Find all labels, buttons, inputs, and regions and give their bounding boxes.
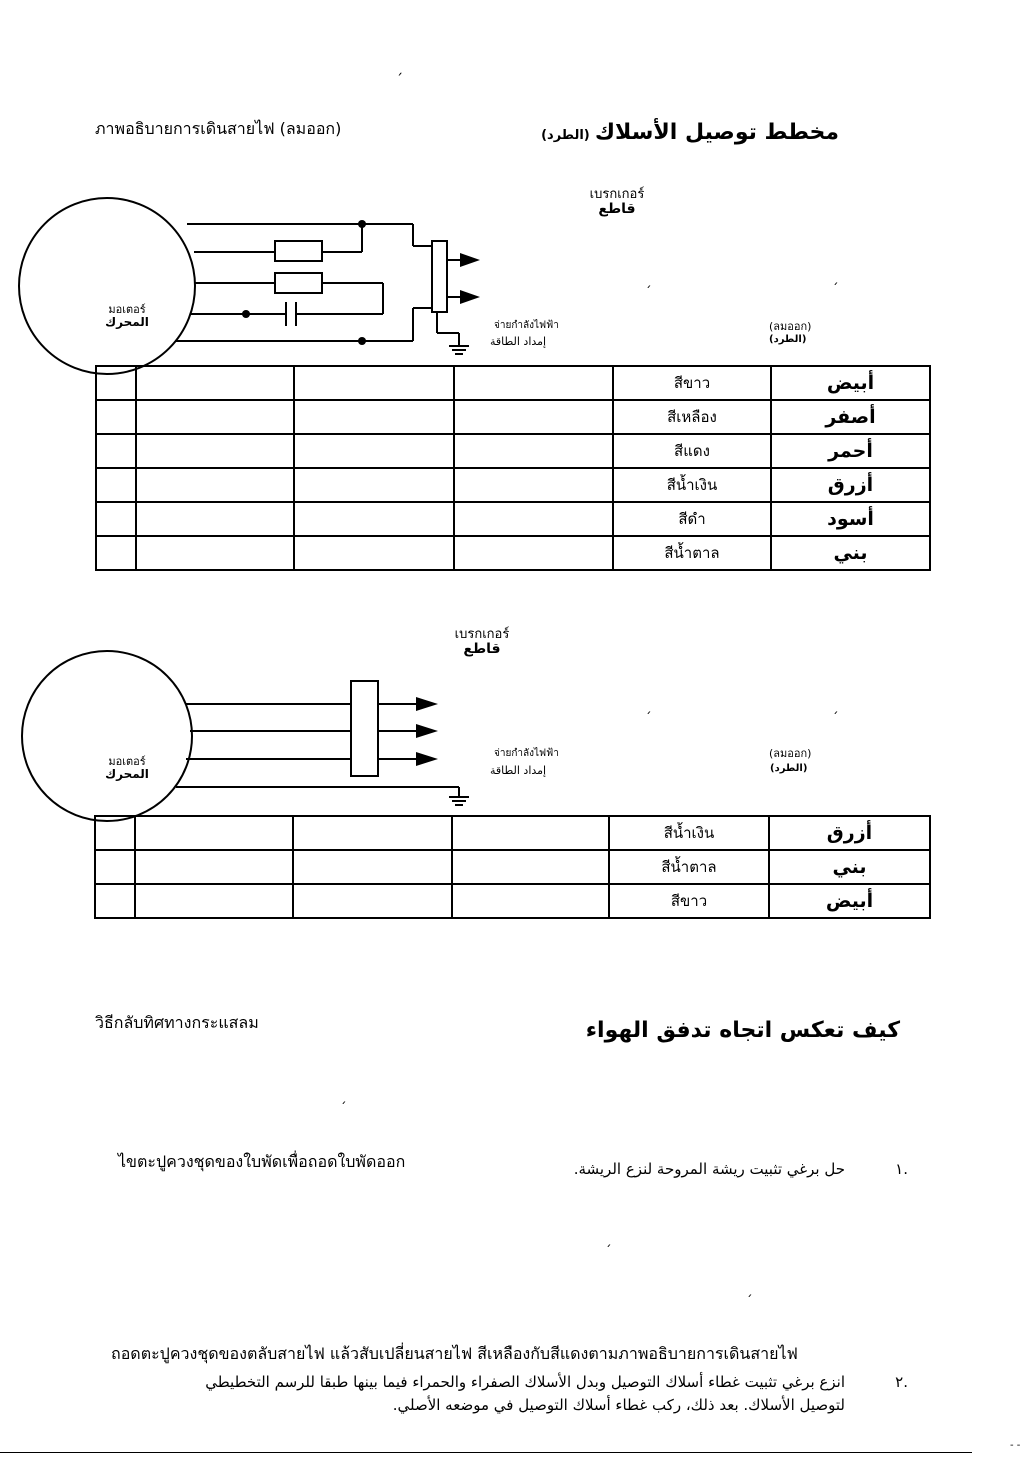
table-row <box>96 536 930 570</box>
step1-number: .١ <box>895 1160 908 1178</box>
mark-2a: ˏ <box>645 700 652 715</box>
step1-thai: ไขตะปูควงชุดของใบพัดเพื่อถอดใบพัดออก <box>118 1152 406 1171</box>
wiring-title-arabic <box>541 120 839 145</box>
table-row <box>96 468 930 502</box>
power-supply-arabic-2 <box>490 764 570 777</box>
breaker-label-thai-1: เบรกเกอร์ <box>589 187 645 202</box>
top-mark: ˏ <box>396 60 403 76</box>
power-supply-arabic-1-text: إمداد الطاقة <box>490 335 547 348</box>
footer-rule <box>0 1452 972 1453</box>
table-row <box>96 434 930 468</box>
step2-thai: ถอดตะปูควงชุดของตลับสายไฟ แล้วสับเปลี่ยนสายไฟ สีเหลืองกับสีแดงตามภาพอธิบายการเดินสายไฟ <box>111 1344 798 1363</box>
color-arabic: أزرق <box>771 468 930 502</box>
breaker-label-arabic-2: قاطع <box>463 641 501 657</box>
table-row <box>96 502 930 536</box>
table-row <box>95 884 930 918</box>
color-thai: สีขาว <box>609 884 769 918</box>
color-arabic: أبيض <box>769 884 930 918</box>
outflow-label-arabic-1: (الطرد) <box>769 334 807 345</box>
color-arabic: أصفر <box>771 400 930 434</box>
wire-color-table-2 <box>94 815 931 919</box>
wiring-title-arabic-suffix: (الطرد) <box>541 128 590 143</box>
step2-arabic-line2: لتوصيل الأسلاك. بعد ذلك، ركب غطاء أسلاك التوصيل في موضعه الأصلي. <box>392 1396 845 1414</box>
table-row <box>95 816 930 850</box>
color-arabic: أبيض <box>771 366 930 400</box>
wiring-title-thai: ภาพอธิบายการเดินสายไฟ (ลมออก) <box>95 119 342 138</box>
motor-label-thai-2: มอเตอร์ <box>108 755 146 768</box>
outflow-label-thai-1: (ลมออก) <box>769 320 812 333</box>
color-arabic: أسود <box>771 502 930 536</box>
mark-3: ˏ <box>340 1090 347 1105</box>
table-row <box>96 366 930 400</box>
color-thai: สีน้ำตาล <box>609 850 769 884</box>
mark-1b: ˏ <box>832 271 839 286</box>
wiring-title-arabic-main: مخطط توصيل الأسلاك <box>594 120 839 145</box>
step2-arabic-line1: انزع برغي تثبيت غطاء أسلاك التوصيل وبدل الأسلاك الصفراء والحمراء فيما بينها طبقا للرسم التخطيطي <box>205 1373 845 1391</box>
table-row <box>96 400 930 434</box>
step2-number: .٢ <box>895 1373 908 1391</box>
color-thai: สีน้ำเงิน <box>609 816 769 850</box>
power-supply-thai-1: จ่ายกำลังไฟฟ้า <box>494 320 559 331</box>
color-arabic: بني <box>771 536 930 570</box>
color-thai: สีดำ <box>613 502 771 536</box>
table-row <box>95 850 930 884</box>
color-thai: สีแดง <box>613 434 771 468</box>
mark-1a: ˏ <box>645 274 652 289</box>
mark-4: ˏ <box>605 1233 612 1248</box>
motor-label-thai-1: มอเตอร์ <box>108 303 146 316</box>
motor-label-arabic-2: المحرك <box>105 767 149 781</box>
color-arabic: أزرق <box>769 816 930 850</box>
footer-mark: - - <box>1010 1440 1021 1451</box>
power-supply-arabic-2-text: إمداد الطاقة <box>490 764 547 777</box>
color-thai: สีน้ำตาล <box>613 536 771 570</box>
motor-label-arabic-1: المحرك <box>105 315 149 329</box>
mark-2b: ˏ <box>832 700 839 715</box>
reverse-title-thai: วิธีกลับทิศทางกระแสลม <box>95 1013 259 1032</box>
wire-color-table-1 <box>95 365 931 571</box>
color-thai: สีขาว <box>613 366 771 400</box>
color-thai: สีน้ำเงิน <box>613 468 771 502</box>
step1-arabic: حل برغي تثبيت ريشة المروحة لنزع الريشة. <box>573 1160 845 1178</box>
color-thai: สีเหลือง <box>613 400 771 434</box>
outflow-label-arabic-2: (الطرد) <box>770 763 808 774</box>
reverse-title-arabic: كيف تعكس اتجاه تدفق الهواء <box>585 1018 900 1043</box>
color-arabic: بني <box>769 850 930 884</box>
breaker-label-arabic-1: قاطع <box>598 201 636 217</box>
power-supply-arabic-1 <box>490 335 570 348</box>
breaker-label-thai-2: เบรกเกอร์ <box>454 627 510 642</box>
outflow-label-thai-2: (ลมออก) <box>769 747 812 760</box>
power-supply-thai-2: จ่ายกำลังไฟฟ้า <box>494 748 559 759</box>
mark-5: ˏ <box>746 1283 753 1298</box>
color-arabic: أحمر <box>771 434 930 468</box>
